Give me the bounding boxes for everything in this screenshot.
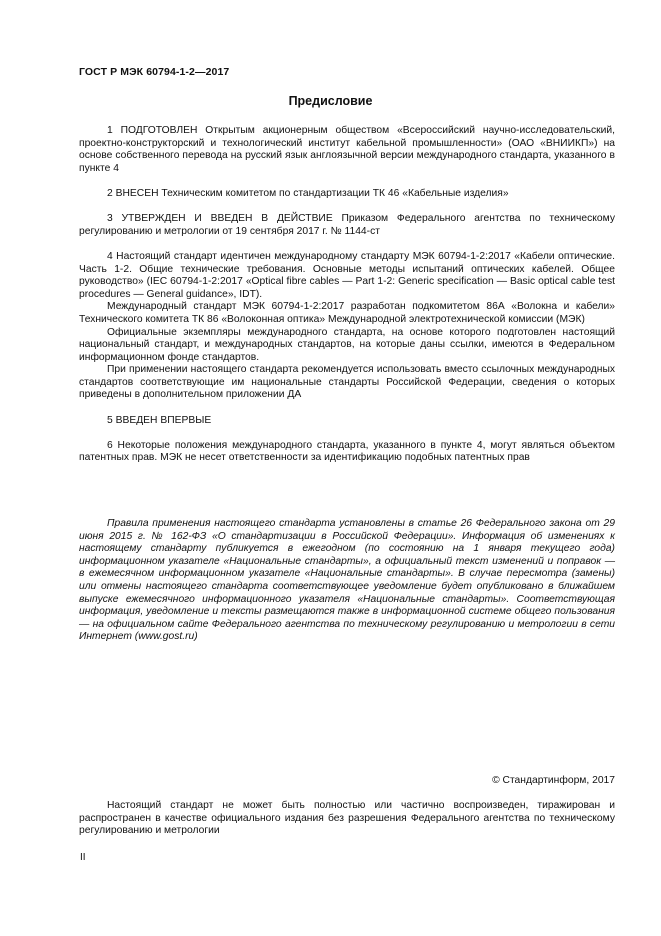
paragraph-6-patents: 6 Некоторые положения международного стандарта, указанного в пункте 4, могут являться объектом патентных прав. МЭК не несет ответственности за идентификацию подобных патентных прав (79, 439, 615, 464)
foreword-body (79, 125, 615, 465)
reproduction-notice-text: Настоящий стандарт не может быть полностью или частично воспроизведен, тиражирован и распространен в качестве официального издания без разрешения Федерального агентства по техническому регулированию и метрологии (79, 800, 615, 837)
page-title: Предисловие (288, 94, 373, 108)
reproduction-notice (79, 800, 615, 838)
paragraph-2-introduced: 2 ВНЕСЕН Техническим комитетом по стандартизации ТК 46 «Кабельные изделия» (107, 187, 509, 199)
paragraph-1-prepared: 1 ПОДГОТОВЛЕН Открытым акционерным обществом «Всероссийский научно-исследовательский, проектно-конструкторский и технологический институт кабельной промышленности» (ОАО «ВНИИКП») на основе собственного перевода на русский язык англоязычной версии международного стандарта, указанного в пункте 4 (79, 125, 615, 174)
paragraph-4-identical: 4 Настоящий стандарт идентичен международному стандарту МЭК 60794-1-2:2017 «Кабели оптические. Часть 1-2. Общие технические требования. Основные методы испытаний оптических кабелей. Общее руководство» (IEC 60794-1-2:2017 «Optical fibre cables — Part 1-2: Generic specification — Basic optical cable test procedures — General guidance», IDT). (79, 250, 615, 300)
standard-code-header: ГОСТ Р МЭК 60794-1-2—2017 (79, 66, 230, 78)
application-rules-notice (79, 518, 615, 644)
paragraph-3-approved: 3 УТВЕРЖДЕН И ВВЕДЕН В ДЕЙСТВИЕ Приказом Федерального агентства по техническому регулированию и метрологии от 19 сентября 2017 г. № 1144-ст (79, 213, 615, 237)
notice-text: Правила применения настоящего стандарта установлены в статье 26 Федерального закона от 29 июня 2015 г. № 162-ФЗ «О стандартизации в Российской Федерации». Информация об изменениях к настоящему стандарту публикуется в ежегодном (по состоянию на 1 января текущего года) информационном указателе «Национальные стандарты», а официальный текст изменений и поправок — в ежемесячном информационном указателе «Национальные стандарты». В случае пересмотра (замены) или отмены настоящего стандарта соответствующее уведомление будет опубликовано в ближайшем выпуске ежемесячного информационного указателя «Национальные стандарты». Соответствующая информация, уведомление и тексты размещаются также в информационной системе общего пользования — на официальном сайте Федерального агентства по техническому регулированию и метрологии в сети Интернет (www.gost.ru) (79, 518, 615, 643)
paragraph-5-first-introduced: 5 ВВЕДЕН ВПЕРВЫЕ (107, 414, 212, 426)
paragraph-4-official-copies: Официальные экземпляры международного стандарта, на основе которого подготовлен настоящий национальный стандарт, и международных стандартов, на которые даны ссылки, имеются в Федеральном информационном фонде стандартов. (79, 326, 615, 363)
copyright-line: © Стандартинформ, 2017 (492, 775, 615, 786)
paragraph-4-developed: Международный стандарт МЭК 60794-1-2:2017 разработан подкомитетом 86А «Волокна и кабели» Технического комитета ТК 86 «Волоконная оптика» Международной электротехнической комиссии (МЭК) (79, 301, 615, 325)
page-number: II (80, 852, 86, 863)
paragraph-4-references: При применении настоящего стандарта рекомендуется использовать вместо ссылочных международных стандартов соответствующие им национальные стандарты Российской Федерации, сведения о которых приведены в дополнительном приложении ДА (79, 364, 615, 401)
